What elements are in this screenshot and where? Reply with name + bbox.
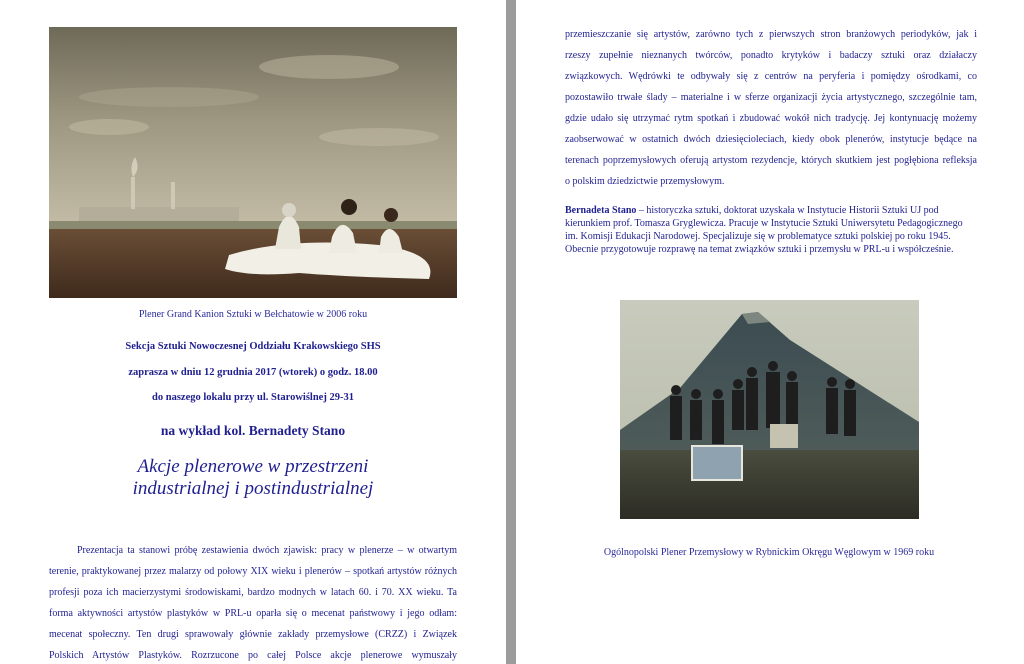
abstract-line: profesji poza ich macierzystymi środowiskami, bardzo modnych w latach 60. i 70. XX wieku. Ta: [49, 587, 457, 598]
abstract-line: Polskich Artystów Plastyków. Rozrzucone po całej Polsce akcje plenerowe wymuszały: [49, 650, 457, 661]
abstract-line: mecenat społeczny. Ten drugi sprawowały głównie zakłady przemysłowe (CRZZ) i Związek: [49, 629, 457, 640]
abstract-paragraph-left: [49, 540, 457, 664]
plener-belchatow-photo: [49, 27, 457, 298]
abstract-line: pozostawiło trwałe ślady – materialne i w sferze organizacji życia artystycznego, szczególnie tam,: [565, 92, 977, 103]
photo-caption-belchatow: Plener Grand Kanion Sztuki w Bełchatowie w 2006 roku: [138, 309, 368, 320]
bio-line-1-text: – historyczka sztuki, doktorat uzyskała w Instytucie Historii Sztuki UJ pod: [636, 205, 939, 216]
page-gutter: [506, 0, 516, 664]
speaker-bio: [565, 204, 977, 256]
abstract-line: terenach poprzemysłowych oferują artystom rezydencje, których skutkiem jest pogłębiona refleksja: [565, 155, 977, 166]
abstract-line: Prezentacja ta stanowi próbę zestawienia dwóch zjawisk: pracy w plenerze – w otwartym: [77, 545, 457, 556]
bio-line: [565, 204, 977, 217]
bio-speaker-name: Bernadeta Stano: [565, 205, 637, 216]
abstract-line: terenie, praktykowanej przez malarzy od połowy XIX wieku i plenerów – spotkań artystów różnych: [49, 566, 457, 577]
document-page-right: [516, 0, 1024, 664]
bio-line: kierunkiem prof. Tomasza Gryglewicza. Pracuje w Instytucie Sztuki Uniwersytetu Pedagogicznego: [565, 218, 963, 229]
lecture-title-line-2: industrialnej i postindustrialnej: [132, 478, 374, 499]
lecture-title-line-1: Akcje plenerowe w przestrzeni: [137, 456, 369, 477]
plener-rybnik-photo: [620, 300, 919, 519]
abstract-line: przemieszczanie się artystów, zarówno tych z pierwszych stron branżowych periodyków, jak i: [565, 29, 977, 40]
abstract-line: związkowych. Wędrówki te odbywały się z centrów na peryferia i pomiędzy ośrodkami, co: [565, 71, 977, 82]
document-page-left: [0, 0, 506, 664]
abstract-line: rzeszy zupełnie nieznanych twórców, ponadto krytyków i badaczy sztuki oraz działaczy: [565, 50, 977, 61]
abstract-paragraph-right: [565, 24, 977, 192]
invite-organizer-line: Sekcja Sztuki Nowoczesnej Oddziału Krakowskiego SHS: [125, 341, 381, 352]
bio-line: Obecnie przygotowuje rozprawę na temat związków sztuki i przemysłu w PRL-u i współcześnie.: [565, 244, 954, 255]
abstract-line: forma aktywności artystów plastyków w PRL-u oparła się o mecenat państwowy i jego odłam:: [49, 608, 457, 619]
lecture-speaker-line: na wykład kol. Bernadety Stano: [160, 423, 346, 438]
bio-line: im. Komisji Edukacji Narodowej. Specjalizuje się w problematyce sztuki polskiej po roku 1945.: [565, 231, 951, 242]
invite-venue-line: do naszego lokalu przy ul. Starowiślnej 29-31: [152, 392, 354, 403]
photo-caption-rybnik: Ogólnopolski Plener Przemysłowy w Rybnickim Okręgu Węglowym w 1969 roku: [603, 547, 935, 558]
invite-date-line: zaprasza w dniu 12 grudnia 2017 (wtorek) o godz. 18.00: [128, 367, 378, 378]
abstract-line: zaobserwować w ostatnich dwóch dziesięcioleciach, kiedy obok plenerów, instytucje będące na: [565, 134, 977, 145]
abstract-line: gdzie udało się utrzymać rytm spotkań i zbudować wokół nich tradycję. Jej kontynuację możemy: [565, 113, 977, 124]
abstract-line: o polskim dziedzictwie przemysłowym.: [565, 176, 725, 187]
